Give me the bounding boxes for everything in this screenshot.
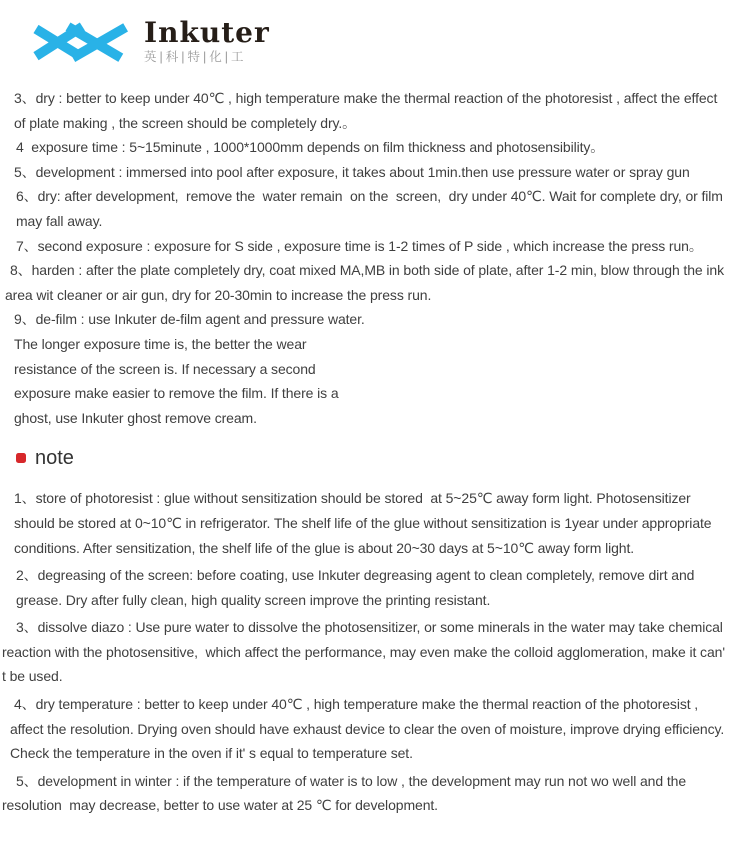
brand-name: Inkuter: [144, 15, 270, 49]
instruction-item-4-exposure-time: 4 exposure time : 5~15minute , 1000*1000mm depends on film thickness and photosensibility。: [16, 139, 605, 156]
red-bullet-icon: [16, 453, 26, 463]
inkuter-logo-icon: [28, 15, 132, 67]
note-item-3-dissolve-diazo: 3、dissolve diazo : Use pure water to dissolve the photosensitizer, or some minerals in the water may take chemical reaction with the photosensitive, which affect the performance, may even make the colloid agglomeration, make it can' t be used.: [2, 619, 729, 685]
instruction-item-5-development: 5、development : immersed into pool after exposure, it takes about 1min.then use pressure water or spray gun: [14, 163, 690, 180]
instructions-section: [0, 73, 746, 430]
brand-header: [0, 0, 746, 73]
brand-chinese-subtitle: 英|科|特|化|工: [144, 49, 247, 64]
instruction-item-8-harden: 8、harden : after the plate completely dry, coat mixed MA,MB in both side of plate, after 1-2 min, blow through the ink area wit cleaner or air gun, dry for 20-30min to increase the press run.: [5, 262, 728, 303]
instruction-item-3-dry: 3、dry : better to keep under 40℃ , high temperature make the thermal reaction of the photoresist , affect the effect of plate making , the screen should be completely dry.。: [14, 90, 722, 131]
instruction-item-9-de-film: 9、de-film : use Inkuter de-film agent and pressure water. The longer exposure time is, the better the wear resistance of the screen is. If necessary a second exposure make easier to remove the film. If there is a ghost, use Inkuter ghost remove cream.: [14, 311, 369, 426]
instruction-item-7-second-exposure: 7、second exposure : exposure for S side , exposure time is 1-2 times of P side , which increase the press run。: [16, 237, 703, 254]
brand-text-block: [144, 15, 270, 65]
note-item-4-dry-temperature: 4、dry temperature : better to keep under 40℃ , high temperature make the thermal reaction of the photoresist , affect the resolution. Drying oven should have exhaust device to clear the oven of moisture, improve drying efficiency. Check the temperature in the oven if it' s equal to temperature set.: [10, 696, 728, 762]
note-section: [0, 445, 746, 818]
note-header: [16, 445, 732, 471]
note-item-2-degreasing: 2、degreasing of the screen: before coating, use Inkuter degreasing agent to clean completely, remove dirt and grease. Dry after fully clean, high quality screen improve the printing resistant.: [16, 567, 699, 608]
note-item-1-store-of-photoresist: 1、store of photoresist : glue without sensitization should be stored at 5~25℃ away form light. Photosensitizer should be stored at 0~10℃ in refrigerator. The shelf life of the glue without sensitization is 1year under appropriate conditions. After sensitization, the shelf life of the glue is about 20~30 days at 5~10℃ away form light.: [14, 490, 716, 556]
note-title: note: [35, 447, 74, 470]
note-item-5-development-in-winter: 5、development in winter : if the temperature of water is to low , the development may run not wo well and the resolution may decrease, better to use water at 25 ℃ for development.: [2, 772, 690, 814]
instruction-item-6-dry: 6、dry: after development, remove the water remain on the screen, dry under 40℃. Wait for complete dry, or film may fall away.: [16, 188, 727, 229]
